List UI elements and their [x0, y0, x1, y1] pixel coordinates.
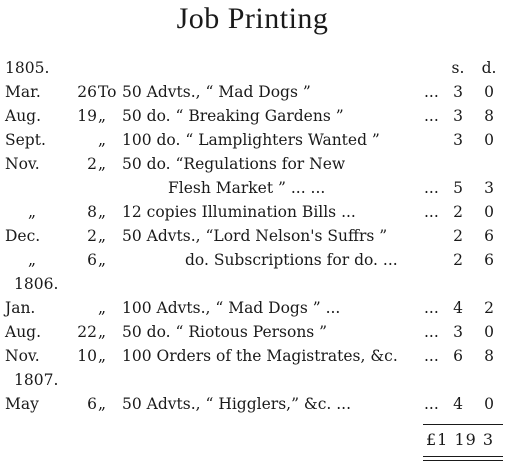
year-1806: 1806.	[14, 275, 59, 293]
ledger-row	[0, 200, 505, 224]
leader-dots: ...	[424, 299, 439, 317]
day: 22	[77, 323, 97, 341]
description: 100 Orders of the Magistrates, &c.	[122, 347, 398, 365]
description: 50 do. “ Riotous Persons ”	[122, 323, 328, 341]
to: „	[98, 251, 107, 269]
month: Nov.	[5, 347, 40, 365]
ledger-row	[0, 224, 505, 248]
to: „	[98, 155, 107, 173]
month: Jan.	[5, 299, 36, 317]
leader-dots: ...	[424, 107, 439, 125]
ledger-row	[0, 344, 505, 368]
day: 8	[87, 203, 97, 221]
double-rule-top	[423, 456, 503, 457]
double-rule-bottom	[423, 460, 503, 461]
to: „	[98, 107, 107, 125]
day: 19	[77, 107, 97, 125]
day: 10	[77, 347, 97, 365]
ledger-row	[0, 152, 505, 176]
description: 50 do. “ Breaking Gardens ”	[122, 107, 344, 125]
description: 100 Advts., “ Mad Dogs ” ...	[122, 299, 341, 317]
total-amount: £1 19 3	[426, 430, 495, 449]
description: 50 do. “Regulations for New	[122, 155, 346, 173]
ledger-row	[0, 128, 505, 152]
month: Sept.	[5, 131, 46, 149]
ledger-row	[0, 80, 505, 104]
pence: 8	[484, 347, 494, 365]
year-1805: 1805.	[5, 59, 50, 77]
pence: 0	[484, 131, 494, 149]
description: do. Subscriptions for do. ...	[185, 251, 398, 269]
to: „	[98, 347, 107, 365]
leader-dots: ...	[424, 323, 439, 341]
to: „	[98, 323, 107, 341]
ledger-row	[0, 320, 505, 344]
description: 50 Advts., “ Mad Dogs ”	[122, 83, 311, 101]
ledger-row-continuation	[0, 176, 505, 200]
description: Flesh Market ” ... ...	[168, 179, 326, 197]
month: Mar.	[5, 83, 41, 101]
pence: 8	[484, 107, 494, 125]
shillings: 2	[453, 251, 463, 269]
to: „	[98, 299, 107, 317]
leader-dots: ...	[424, 395, 439, 413]
day: 6	[87, 395, 97, 413]
to: „	[98, 131, 107, 149]
shillings: 5	[453, 179, 463, 197]
leader-dots: ...	[424, 347, 439, 365]
to: „	[98, 395, 107, 413]
pence: 0	[484, 323, 494, 341]
pence: 0	[484, 395, 494, 413]
shillings: 2	[453, 203, 463, 221]
year-row	[0, 368, 505, 392]
month: Dec.	[5, 227, 41, 245]
day: 2	[87, 155, 97, 173]
leader-dots: ...	[424, 179, 439, 197]
pence: 2	[484, 299, 494, 317]
shillings: 2	[453, 227, 463, 245]
pence: 0	[484, 83, 494, 101]
year-1807: 1807.	[14, 371, 59, 389]
shillings: 4	[453, 299, 463, 317]
month: Aug.	[5, 107, 42, 125]
leader-dots: ...	[424, 203, 439, 221]
description: 100 do. “ Lamplighters Wanted ”	[122, 131, 380, 149]
shillings-header: s.	[451, 59, 465, 77]
description: 50 Advts., “Lord Nelson's Suffrs ”	[122, 227, 388, 245]
to: „	[98, 203, 107, 221]
sum-rule	[423, 424, 503, 425]
ledger-row	[0, 104, 505, 128]
month: Aug.	[5, 323, 42, 341]
ledger-row	[0, 296, 505, 320]
month: „	[28, 203, 37, 221]
header-row	[0, 56, 505, 80]
month: May	[5, 395, 39, 413]
year-row	[0, 272, 505, 296]
description: 12 copies Illumination Bills ...	[122, 203, 356, 221]
month: Nov.	[5, 155, 40, 173]
pence: 0	[484, 203, 494, 221]
description: 50 Advts., “ Higglers,” &c. ...	[122, 395, 352, 413]
to: To	[98, 83, 117, 101]
day: 26	[77, 83, 97, 101]
leader-dots: ...	[424, 83, 439, 101]
ledger-row	[0, 392, 505, 416]
page-title: Job Printing	[176, 2, 329, 35]
month: „	[28, 251, 37, 269]
day: 2	[87, 227, 97, 245]
to: „	[98, 227, 107, 245]
ledger-row	[0, 248, 505, 272]
shillings: 3	[453, 83, 463, 101]
pence: 6	[484, 251, 494, 269]
shillings: 6	[453, 347, 463, 365]
pence: 6	[484, 227, 494, 245]
pence: 3	[484, 179, 494, 197]
shillings: 3	[453, 131, 463, 149]
pence-header: d.	[481, 59, 497, 77]
shillings: 3	[453, 107, 463, 125]
shillings: 3	[453, 323, 463, 341]
shillings: 4	[453, 395, 463, 413]
day: 6	[87, 251, 97, 269]
